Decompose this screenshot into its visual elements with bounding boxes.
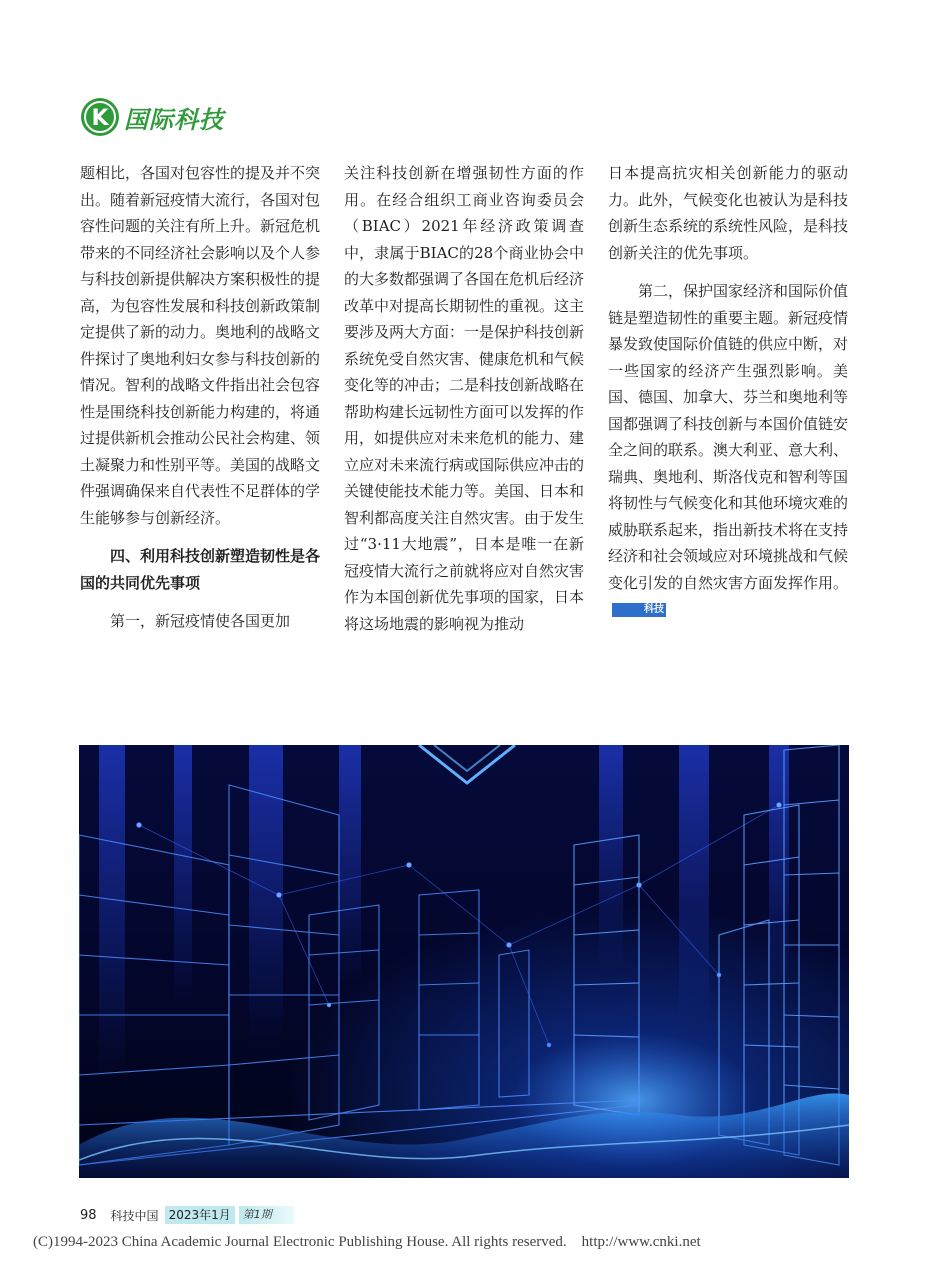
text-column-1	[80, 160, 320, 635]
paragraph: 日本提高抗灾相关创新能力的驱动力。此外，气候变化也被认为是科技创新生态系统的系统性风险，是科技创新关注的优先事项。	[608, 164, 849, 262]
k-logo-icon	[80, 97, 120, 137]
city-illustration	[79, 745, 849, 1178]
paragraph: 题相比，各国对包容性的提及并不突出。随着新冠疫情大流行，各国对包容性问题的关注有所上升。新冠危机带来的不同经济社会影响以及个人参与科技创新提供解决方案积极性的提高，为包容性发展和科技创新政策制定提供了新的动力。奥地利的战略文件探讨了奥地利妇女参与科技创新的情况。智利的战略文件指出社会包容性是围绕科技创新能力构建的，将通过提供新机会推动公民社会构建、领土凝聚力和性别平等。美国的战略文件强调确保来自代表性不足群体的学生能够参与创新经济。	[80, 164, 321, 527]
text-column-2	[344, 160, 584, 637]
magazine-header	[80, 97, 224, 137]
magazine-name: 科技中国	[110, 1208, 159, 1223]
page-number: 98	[80, 1207, 97, 1223]
paragraph-text: 第二，保护国家经济和国际价值链是塑造韧性的重要主题。新冠疫情暴发致使国际价值链的供应中断，对一些国家的经济产生强烈影响。美国、德国、加拿大、芬兰和奥地利等国都强调了科技创新与本国价值链安全之间的联系。澳大利亚、意大利、瑞典、奥地利、斯洛伐克和智利等国将韧性与气候变化和其他环境灾难的威胁联系起来，指出新技术将在支持经济和社会领域应对环境挑战和气候变化引发的自然灾害方面发挥作用。	[608, 282, 849, 592]
page-footer	[80, 1206, 294, 1224]
article-end-mark: 科技	[612, 603, 666, 617]
issue-number: 第1期	[239, 1206, 294, 1224]
issue-date: 2023年1月	[165, 1206, 235, 1224]
paragraph: 关注科技创新在增强韧性方面的作用。在经合组织工商业咨询委员会（BIAC）2021年经济政策调查中，隶属于BIAC的28个商业协会中的大多数都强调了各国在危机后经济改革中对提高长期韧性的重视。这主要涉及两大方面：一是保护科技创新系统免受自然灾害、健康危机和气候变化等的冲击；二是科技创新战略在帮助构建长远韧性方面可以发挥的作用，如提供应对未来危机的能力、建立应对未来流行病或国际供应冲击的关键使能技术能力等。美国、日本和智利都高度关注自然灾害。由于发生过“3·11大地震”，日本是唯一在新冠疫情大流行之前就将应对自然灾害作为本国创新优先事项的国家，日本将这场地震的影响视为推动	[344, 164, 585, 633]
vanishing-glow	[79, 745, 849, 1178]
section-heading: 四、利用科技创新塑造韧性是各国的共同优先事项	[80, 547, 321, 592]
section-title: 国际科技	[124, 105, 224, 134]
paragraph	[608, 278, 848, 623]
svg-text:K: K	[91, 106, 109, 131]
copyright-notice: (C)1994-2023 China Academic Journal Electronic Publishing House. All rights reserved. http://www.cnki.net	[33, 1234, 701, 1250]
paragraph: 第一，新冠疫情使各国更加	[110, 612, 291, 630]
text-column-3	[608, 160, 848, 623]
